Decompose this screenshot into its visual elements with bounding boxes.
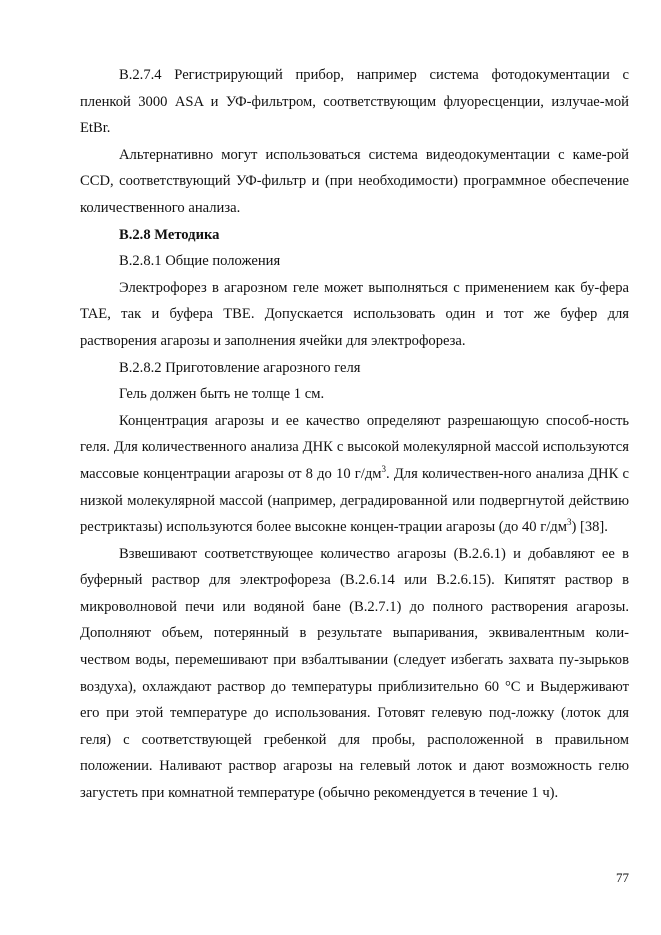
subsection-heading-gel-preparation: В.2.8.2 Приготовление агарозного геля [119, 359, 361, 376]
document-body [80, 62, 629, 807]
superscript-cubed: 3 [381, 464, 386, 475]
superscript-cubed: 3 [566, 517, 572, 528]
paragraph-agarose-concentration [80, 408, 629, 541]
paragraph-gel-procedure: Взвешивают соответствующее количество агарозы (В.2.6.1) и добавляют ее в буферный раствор для электрофореза (В.2.6.14 или В.2.6.15). Кипятят раствор в микроволновой печи или водяной бане (В.2.7.1) до полного растворения агарозы. Дополняют объем, потерянный в результате выпаривания, эквивалентным коли-чеством воды, перемешивают при взбалтывании (следует избегать захвата пу-зырьков воздуха), охлаждают раствор до температуры приблизительно 60 °С и Выдерживают его при этой температуре до использования. Готовят гелевую под-ложку (лоток для геля) с соответствующей гребенкой для пробы, расположенной в правильном положении. Наливают раствор агарозы на гелевый лоток и дают возможность гелю загустеть при комнатной температуре (обычно рекомендуется в течение 1 ч). [80, 545, 629, 802]
concentration-text-part-2: . Для количествен-ного анализа ДНК с низкой молекулярной массой (например, деградированной или подвергнутой действию рестриктазы) используются более высокне концен-трации агарозы (до 40 г/дм [80, 465, 629, 536]
page-number: 77 [616, 870, 629, 885]
paragraph-video-documentation: Альтернативно могут использоваться система видеодокументации с каме-рой CCD, соответствующий УФ-фильтр и (при необходимости) программное обеспечение количественного анализа. [80, 146, 629, 216]
concentration-text-part-3: ) [38]. [571, 519, 608, 536]
section-heading-method: В.2.8 Методика [119, 226, 220, 243]
concentration-text-part-1: Концентрация агарозы и ее качество определяют разрешающую способ-ность геля. Для количественного анализа ДНК с высокой молекулярной массой используются массовые концентрации агарозы от 8 до 10 г/дм [80, 412, 629, 482]
paragraph-recording-device: В.2.7.4 Регистрирующий прибор, например система фотодокументации с пленкой 3000 ASA и УФ-фильтром, соответствующим флуоресценции, излучае-мой EtBr. [80, 67, 629, 137]
paragraph-gel-thickness: Гель должен быть не толще 1 см. [119, 386, 325, 403]
subsection-heading-general: В.2.8.1 Общие положения [119, 253, 281, 270]
paragraph-electrophoresis-buffer: Электрофорез в агарозном геле может выполняться с применением как бу-фера TAE, так и буфера TBE. Допускается использовать один и тот же буфер для растворения агарозы и заполнения ячейки для электрофореза. [80, 279, 629, 349]
